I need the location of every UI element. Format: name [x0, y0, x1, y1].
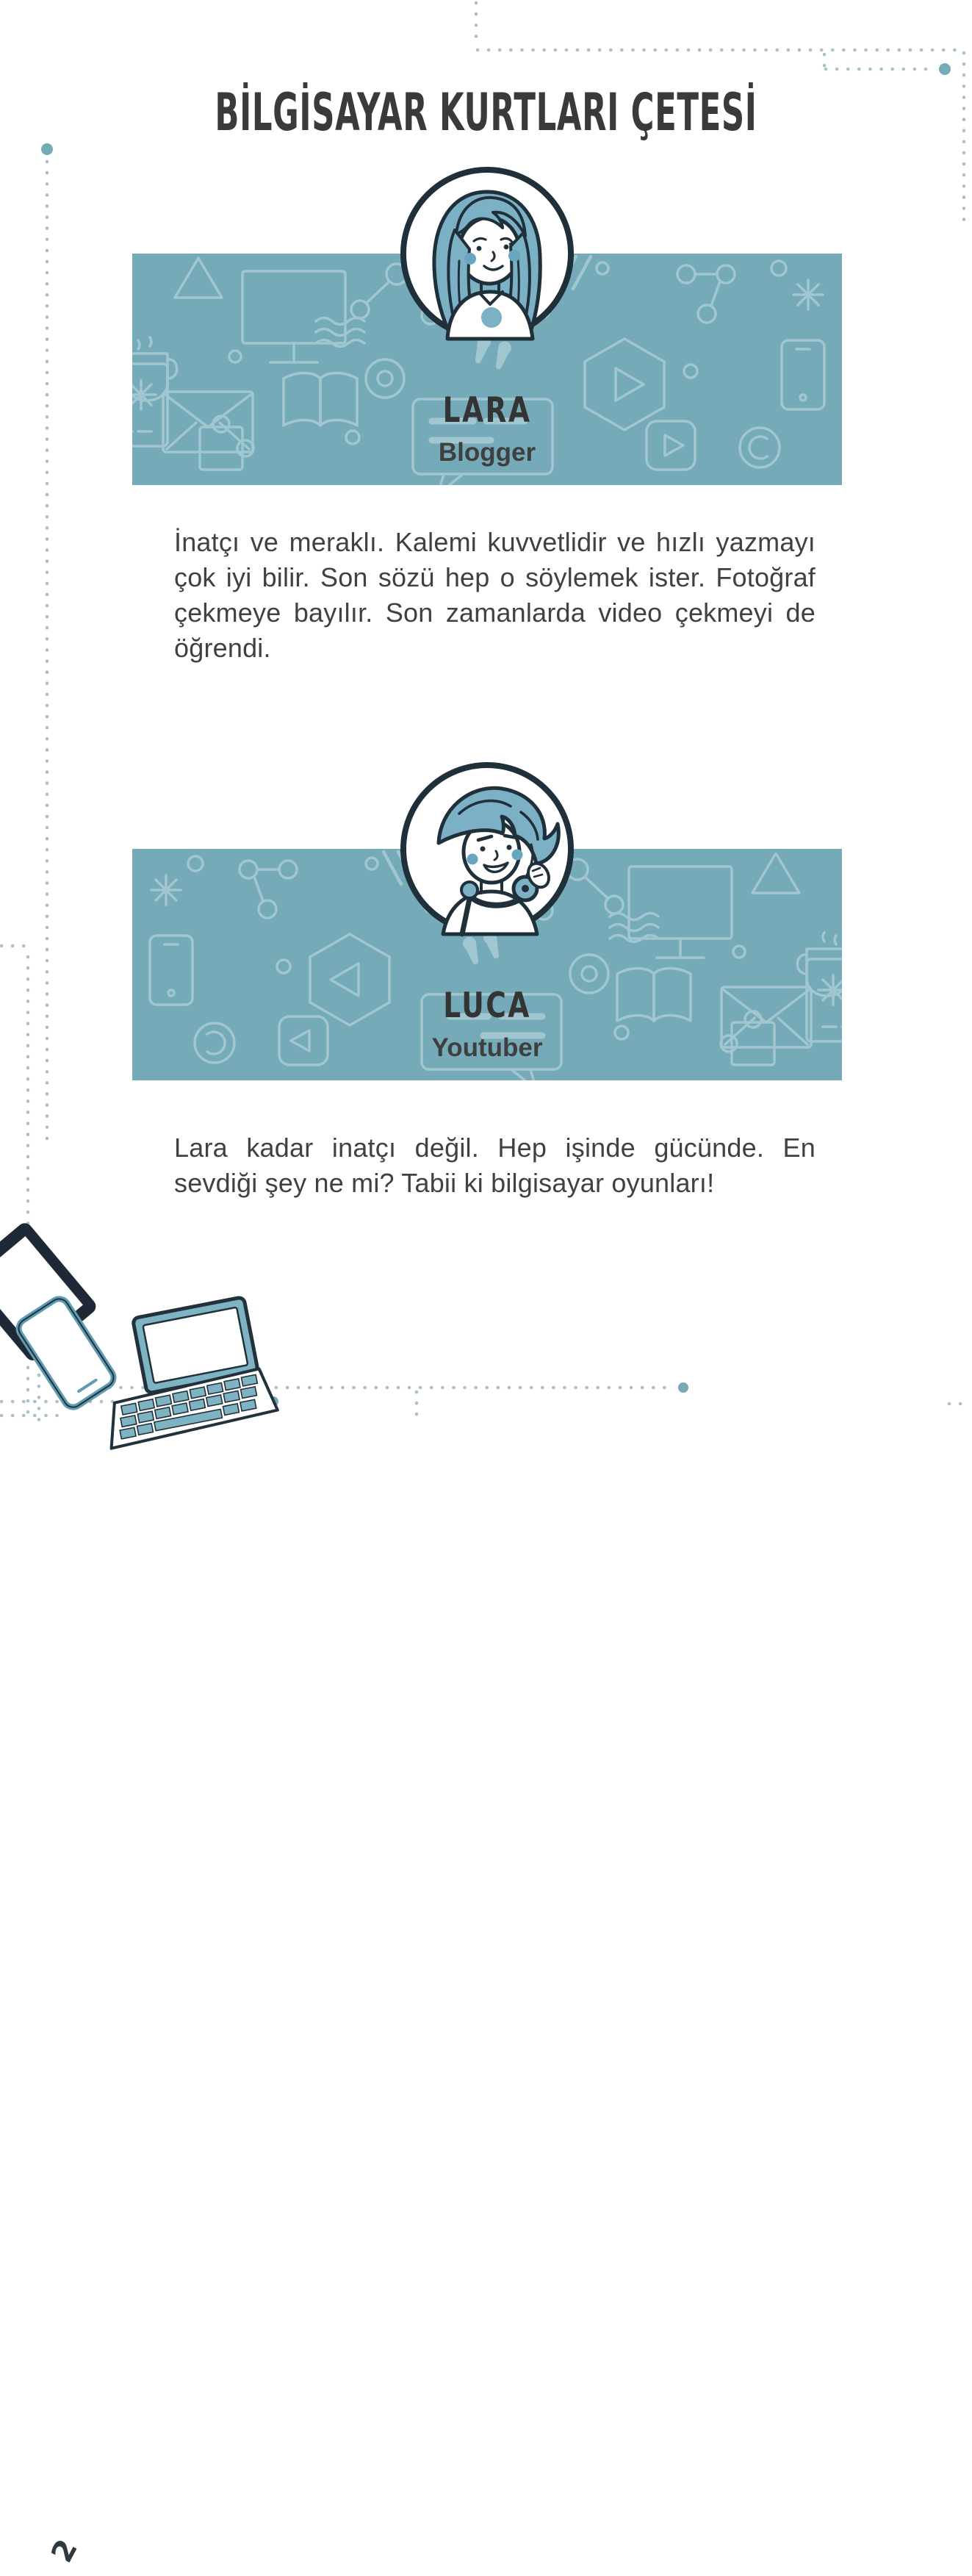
page-title: BİLGİSAYAR KURTLARI ÇETESİ — [215, 82, 757, 143]
lara-portrait-illustration — [406, 173, 568, 334]
teal-tablet-illustration — [15, 1295, 118, 1410]
character-name: LUCA — [443, 986, 531, 1026]
luca-avatar — [400, 762, 574, 936]
description-line: sevdiği şey ne mi? Tabii ki bilgisayar oyunları! — [174, 1168, 715, 1198]
luca-banner — [132, 849, 842, 1080]
bottom-left-device-art — [0, 1205, 294, 2569]
character-role: Youtuber — [431, 1033, 543, 1062]
device-illustrations — [0, 1205, 294, 1424]
character-description — [174, 525, 816, 666]
description-line: İnatçı ve meraklı. Kalemi kuvvetlidir ve hızlı yazmayı — [174, 527, 816, 557]
character-name: LARA — [442, 390, 532, 431]
description-line: öğrendi. — [174, 633, 271, 663]
lara-avatar — [400, 167, 574, 340]
laptop-illustration — [88, 1295, 279, 1449]
character-role: Blogger — [438, 438, 536, 467]
lara-banner — [132, 254, 842, 485]
page-number: 2 — [45, 2533, 84, 2569]
description-line: çekmeye bayılır. Son zamanlarda video çekmeyi de — [174, 598, 816, 628]
description-line: çok iyi bilir. Son sözü hep o söylemek ister. Fotoğraf — [174, 562, 816, 592]
description-line: Lara kadar inatçı değil. Hep işinde gücünde. En — [174, 1133, 816, 1163]
dark-tablet-illustration — [0, 1221, 98, 1363]
luca-portrait-illustration — [406, 768, 568, 930]
character-description — [174, 1130, 816, 1201]
